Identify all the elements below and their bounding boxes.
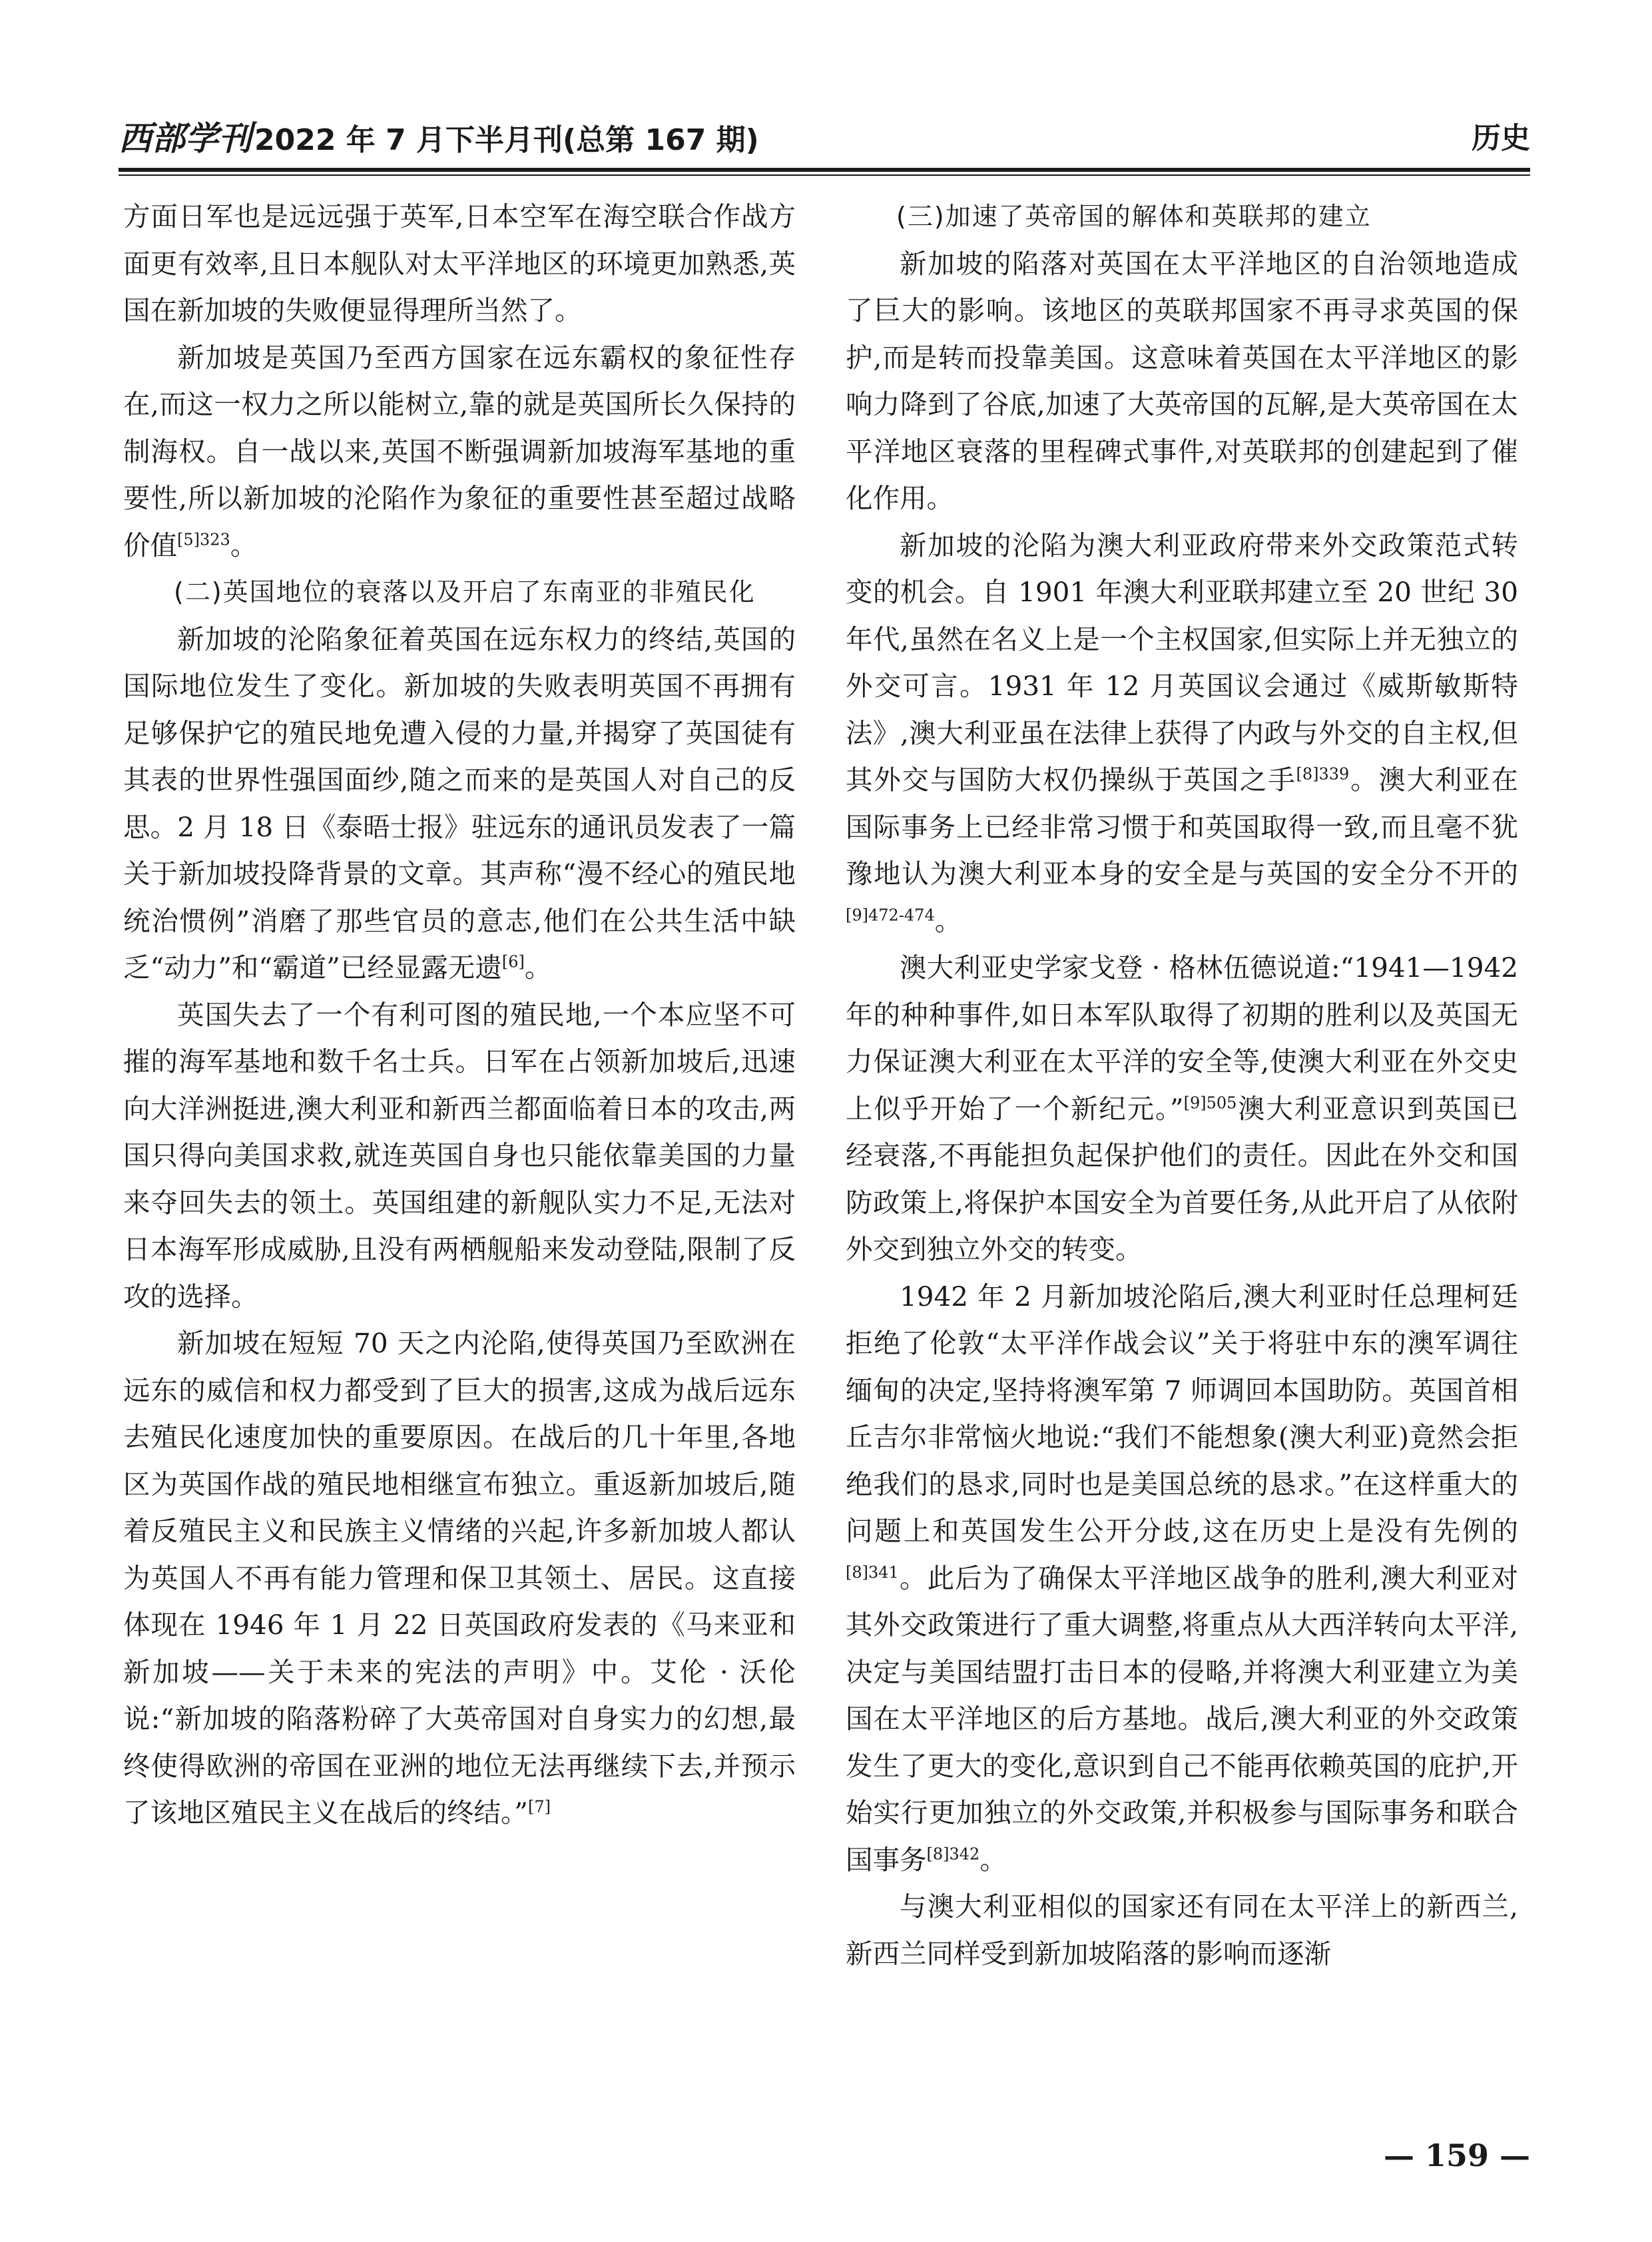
- paragraph-text: 新加坡在短短 70 天之内沦陷,使得英国乃至欧洲在远东的威信和权力都受到了巨大的损害,这成为战后远东去殖民化速度加快的重要原因。在战后的几十年里,各地区为英国作战的殖民地相继宣布独立。重返新加坡后,随着反殖民主义和民族主义情绪的兴起,许多新加坡人都认为英国人不再有能力管理和保卫其领土、居民。这直接体现在 1946 年 1 月 22 日英国政府发表的《马来亚和新加坡——关于未来的宪法的声明》中。艾伦 · 沃伦说:“新加坡的陷落粉碎了大英帝国对自身实力的幻想,最终使得欧洲的帝国在亚洲的地位无法再继续下去,并预示了该地区殖民主义在战后的终结。”: [123, 1327, 796, 1828]
- section-subheading: (二)英国地位的衰落以及开启了东南亚的非殖民化: [174, 577, 756, 607]
- paragraph-text: 。此后为了确保太平洋地区战争的胜利,澳大利亚对其外交政策进行了重大调整,将重点从大西洋转向太平洋,决定与美国结盟打击日本的侵略,并将澳大利亚建立为美国在太平洋地区的后方基地。战后,澳大利亚的外交政策发生了更大的变化,意识到自己不能再依赖英国的庇护,开始实行更加独立的外交政策,并积极参与国际事务和联合国事务: [846, 1561, 1518, 1876]
- citation-ref: [8]341: [846, 1563, 899, 1581]
- paragraph-text: 澳大利亚史学家戈登 · 格林伍德说道:“1941—1942 年的种种事件,如日本军队取得了初期的胜利以及英国无力保证澳大利亚在太平洋的安全等,使澳大利亚在外交史上似乎开始了一个新纪元。”: [846, 952, 1518, 1125]
- header-rule-thin: [119, 174, 1530, 176]
- paragraph-text: 与澳大利亚相似的国家还有同在太平洋上的新西兰,新西兰同样受到新加坡陷落的影响而逐渐: [846, 1890, 1518, 1970]
- citation-ref: [5]323: [177, 530, 230, 549]
- body-paragraph: [123, 193, 796, 334]
- paragraph-text: 。: [230, 529, 258, 561]
- body-paragraph: [846, 240, 1518, 522]
- citation-ref: [6]: [501, 952, 525, 972]
- left-column: [123, 193, 796, 1836]
- body-paragraph: [846, 1273, 1518, 1884]
- header-rule: [119, 168, 1530, 172]
- body-paragraph: [123, 616, 796, 991]
- citation-ref: [9]472-474: [846, 906, 935, 924]
- citation-ref: [9]505: [1183, 1093, 1237, 1112]
- body-paragraph: [846, 522, 1518, 945]
- journal-logo: 西部学刊: [119, 119, 252, 158]
- header-journal-issue: [119, 112, 759, 167]
- paragraph-text: 。: [934, 904, 962, 937]
- body-paragraph: [123, 1320, 796, 1836]
- citation-ref: [8]339: [1296, 764, 1350, 784]
- body-paragraph: [846, 1883, 1518, 1977]
- section-label: 历史: [1472, 121, 1530, 155]
- issue-label: 2022 年 7 月下半月刊(总第 167 期): [254, 123, 759, 157]
- paragraph-text: 英国失去了一个有利可图的殖民地,一个本应坚不可摧的海军基地和数千名士兵。日军在占领新加坡后,迅速向大洋洲挺进,澳大利亚和新西兰都面临着日本的攻击,两国只得向美国求救,就连英国自身也只能依靠美国的力量来夺回失去的领土。英国组建的新舰队实力不足,无法对日本海军形成威胁,且没有两栖舰船来发动登陆,限制了反攻的选择。: [123, 998, 796, 1312]
- body-paragraph: [123, 334, 796, 569]
- body-paragraph: [123, 991, 796, 1320]
- page-number: — 159 —: [1383, 2137, 1530, 2173]
- paragraph-text: 方面日军也是远远强于英军,日本空军在海空联合作战方面更有效率,且日本舰队对太平洋地区的环境更加熟悉,英国在新加坡的失败便显得理所当然了。: [123, 200, 796, 326]
- paragraph-text: 。澳大利亚在国际事务上已经非常习惯于和英国取得一致,而且毫不犹豫地认为澳大利亚本身的安全是与英国的安全分不开的: [846, 764, 1518, 890]
- body-paragraph: [846, 944, 1518, 1273]
- paragraph-text: 。: [524, 952, 552, 983]
- paragraph-text: 新加坡是英国乃至西方国家在远东霸权的象征性存在,而这一权力之所以能树立,靠的就是英国所长久保持的制海权。自一战以来,英国不断强调新加坡海军基地的重要性,所以新加坡的沦陷作为象征的重要性甚至超过战略价值: [123, 341, 796, 561]
- section-subheading: (三)加速了英帝国的解体和英联邦的建立: [896, 202, 1372, 231]
- paragraph-text: 澳大利亚意识到英国已经衰落,不再能担负起保护他们的责任。因此在外交和国防政策上,将保护本国安全为首要任务,从此开启了从依附外交到独立外交的转变。: [846, 1092, 1518, 1265]
- paragraph-text: 新加坡的沦陷为澳大利亚政府带来外交政策范式转变的机会。自 1901 年澳大利亚联邦建立至 20 世纪 30 年代,虽然在名义上是一个主权国家,但实际上并无独立的外交可言。1931 年 12 月英国议会通过《威斯敏斯特法》,澳大利亚虽在法律上获得了内政与外交的自主权,但其外交与国防大权仍操纵于英国之手: [846, 529, 1518, 796]
- paragraph-text: 。: [979, 1843, 1007, 1876]
- paragraph-text: 新加坡的陷落对英国在太平洋地区的自治领地造成了巨大的影响。该地区的英联邦国家不再寻求英国的保护,而是转而投靠美国。这意味着英国在太平洋地区的影响力降到了谷底,加速了大英帝国的瓦解,是大英帝国在太平洋地区衰落的里程碑式事件,对英联邦的创建起到了催化作用。: [846, 247, 1518, 514]
- paragraph-text: 1942 年 2 月新加坡沦陷后,澳大利亚时任总理柯廷拒绝了伦敦“太平洋作战会议”关于将驻中东的澳军调往缅甸的决定,坚持将澳军第 7 师调回本国助防。英国首相丘吉尔非常恼火地说:“我们不能想象(澳大利亚)竟然会拒绝我们的恳求,同时也是美国总统的恳求。”在这样重大的问题上和英国发生公开分歧,这在历史上是没有先例的: [846, 1280, 1518, 1547]
- citation-ref: [7]: [527, 1797, 551, 1817]
- running-header: [119, 112, 1530, 165]
- paragraph-text: 新加坡的沦陷象征着英国在远东权力的终结,英国的国际地位发生了变化。新加坡的失败表明英国不再拥有足够保护它的殖民地免遭入侵的力量,并揭穿了英国徒有其表的世界性强国面纱,随之而来的是英国人对自己的反思。2 月 18 日《泰晤士报》驻远东的通讯员发表了一篇关于新加坡投降背景的文章。其声称“漫不经心的殖民地统治惯例”消磨了那些官员的意志,他们在公共生活中缺乏“动力”和“霸道”已经显露无遗: [123, 623, 796, 983]
- right-column: [846, 193, 1518, 1977]
- citation-ref: [8]342: [926, 1844, 980, 1863]
